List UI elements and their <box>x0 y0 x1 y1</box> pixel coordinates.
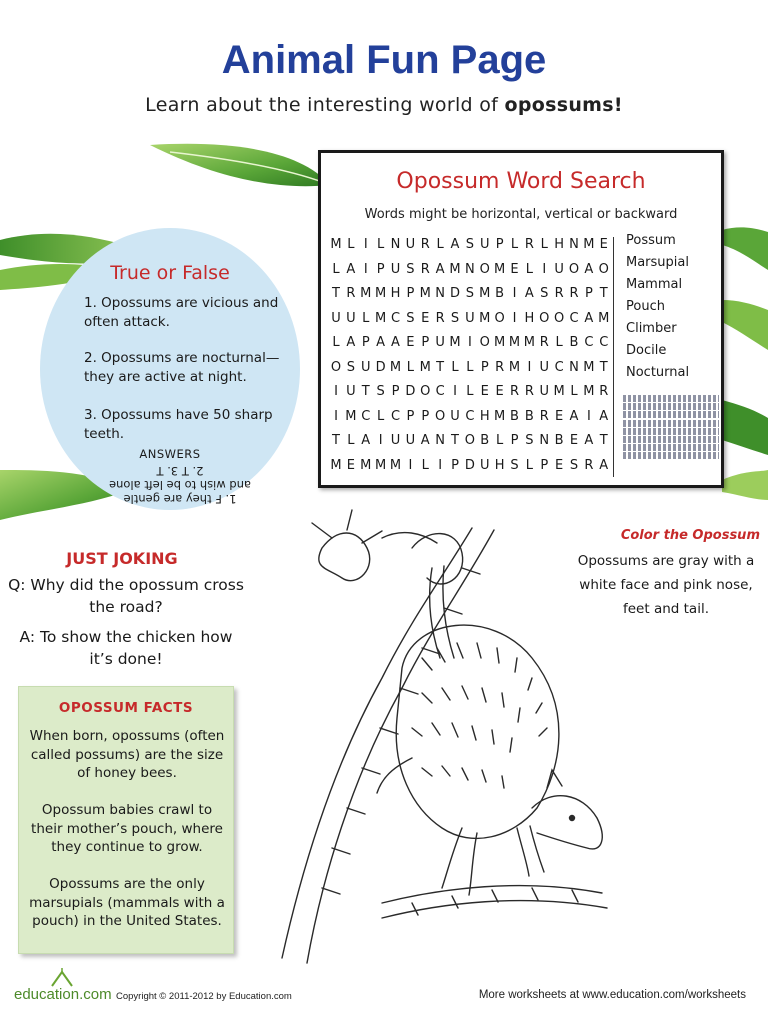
grid-letter[interactable]: L <box>525 457 533 473</box>
grid-letter[interactable]: U <box>390 261 401 277</box>
true-false-question-3: 3. Opossums have 50 sharp teeth. <box>84 407 273 442</box>
grid-letter[interactable]: O <box>568 261 580 277</box>
grid-letter[interactable]: B <box>554 433 564 448</box>
grid-letter[interactable]: M <box>375 310 387 326</box>
grid-letter[interactable]: S <box>406 261 415 277</box>
grid-letter[interactable]: L <box>362 310 370 326</box>
grid-letter[interactable]: P <box>421 408 430 424</box>
grid-letter[interactable]: M <box>419 359 431 375</box>
word-list-item: Mammal <box>626 277 683 292</box>
grid-letter[interactable]: I <box>438 457 443 473</box>
grid-letter[interactable]: O <box>420 384 431 399</box>
grid-letter[interactable]: E <box>480 384 489 399</box>
grid-letter[interactable]: I <box>453 384 457 399</box>
word-list-item: Climber <box>626 321 677 336</box>
grid-letter[interactable]: D <box>375 359 386 375</box>
page-subtitle <box>0 94 768 116</box>
grid-letter[interactable]: C <box>554 359 564 375</box>
grid-letter[interactable]: R <box>346 286 356 301</box>
grid-letter[interactable]: M <box>479 286 491 301</box>
grid-letter[interactable]: N <box>465 261 475 277</box>
word-list-item: Docile <box>626 343 667 358</box>
grid-letter[interactable]: U <box>331 310 341 326</box>
grid-letter[interactable]: T <box>599 359 608 375</box>
grid-letter[interactable]: I <box>408 457 413 473</box>
grid-letter[interactable]: O <box>539 310 550 326</box>
education-logo[interactable] <box>14 986 112 1003</box>
grid-letter[interactable]: R <box>554 286 564 301</box>
grid-letter[interactable]: M <box>330 457 342 473</box>
true-false-title: True or False <box>110 262 230 284</box>
grid-letter[interactable]: M <box>345 408 357 424</box>
grid-letter[interactable]: A <box>584 261 594 277</box>
grid-letter[interactable]: P <box>421 335 430 350</box>
grid-letter[interactable]: A <box>599 457 609 473</box>
grid-letter[interactable]: R <box>495 359 505 375</box>
grid-letter[interactable]: L <box>525 261 533 277</box>
grid-letter[interactable]: L <box>451 359 459 375</box>
grid-letter[interactable]: A <box>376 335 386 350</box>
grid-letter[interactable]: M <box>494 335 506 350</box>
grid-letter[interactable]: C <box>390 408 401 424</box>
grid-letter[interactable]: E <box>555 408 564 424</box>
grid-letter[interactable]: U <box>450 408 460 424</box>
grid-letter[interactable]: S <box>376 384 385 399</box>
grid-letter[interactable]: L <box>466 384 474 399</box>
grid-letter[interactable]: L <box>540 237 548 252</box>
grid-letter[interactable]: R <box>509 384 520 399</box>
coloring-text: Opossums are gray with a white face and pink nose, feet and tail. <box>577 553 755 617</box>
grid-letter[interactable]: A <box>584 310 594 326</box>
grid-letter[interactable]: O <box>479 261 490 277</box>
grid-letter[interactable]: O <box>554 310 565 326</box>
grid-letter[interactable]: R <box>569 286 579 301</box>
grid-letter[interactable]: L <box>377 237 385 252</box>
grid-letter[interactable]: A <box>450 237 460 252</box>
grid-letter[interactable]: N <box>435 286 445 301</box>
grid-letter[interactable]: A <box>391 335 400 350</box>
grid-letter[interactable]: I <box>334 408 338 424</box>
grid-letter[interactable]: O <box>479 335 490 350</box>
grid-letter[interactable]: R <box>539 335 549 350</box>
grid-letter[interactable]: U <box>465 310 475 326</box>
logo-text: education <box>14 986 80 1003</box>
logo-com: com <box>83 986 112 1003</box>
grid-letter[interactable]: T <box>332 286 340 301</box>
grid-letter[interactable]: M <box>449 335 461 350</box>
joke-title: JUST JOKING <box>66 549 178 568</box>
grid-letter[interactable]: R <box>584 457 594 473</box>
answer-line: 1. F they are gentle <box>123 492 237 506</box>
word-list-item: Nocturnal <box>626 365 690 380</box>
grid-letter[interactable]: C <box>390 310 401 326</box>
grid-letter[interactable]: S <box>510 457 519 473</box>
grid-letter[interactable]: H <box>554 237 565 252</box>
grid-letter[interactable]: E <box>346 457 355 473</box>
word-search-title: Opossum Word Search <box>396 169 646 194</box>
grid-letter[interactable]: A <box>435 261 445 277</box>
grid-letter[interactable]: D <box>449 286 460 301</box>
grid-letter[interactable]: U <box>405 237 416 252</box>
grid-letter[interactable]: N <box>539 433 550 448</box>
grid-letter[interactable]: P <box>376 261 385 277</box>
grid-letter[interactable]: L <box>421 457 429 473</box>
grid-letter[interactable]: R <box>420 261 430 277</box>
word-search-row <box>329 433 611 458</box>
grid-letter[interactable]: M <box>330 237 342 252</box>
grid-letter[interactable]: M <box>583 384 595 399</box>
word-list-item: Marsupial <box>626 255 689 270</box>
grid-letter[interactable]: I <box>378 433 383 448</box>
grid-letter[interactable]: C <box>599 335 609 350</box>
answer-line: and wish to be left alone <box>109 478 251 492</box>
grid-letter[interactable]: R <box>539 408 549 424</box>
facts-title: OPOSSUM FACTS <box>58 700 194 716</box>
word-list <box>626 233 689 387</box>
grid-letter[interactable]: U <box>346 384 356 399</box>
grid-letter[interactable]: L <box>347 433 355 448</box>
grid-letter[interactable]: U <box>479 237 490 252</box>
grid-letter[interactable]: I <box>467 335 472 350</box>
word-list-item: Pouch <box>626 299 665 314</box>
word-search-instructions: Words might be horizontal, vertical or backward <box>364 207 678 222</box>
grid-letter[interactable]: D <box>405 384 416 399</box>
grid-letter[interactable]: R <box>435 310 445 326</box>
word-search-row <box>329 458 611 483</box>
grid-letter[interactable]: O <box>464 433 475 448</box>
grid-letter[interactable]: M <box>449 261 461 277</box>
grid-letter[interactable]: H <box>494 457 505 473</box>
grid-letter[interactable]: L <box>332 261 340 277</box>
grid-letter[interactable]: P <box>451 457 459 473</box>
grid-letter[interactable]: T <box>361 384 370 399</box>
grid-letter[interactable]: L <box>377 408 385 424</box>
opossum-facts-panel <box>18 686 234 954</box>
grid-letter[interactable]: L <box>436 237 444 252</box>
grid-letter[interactable]: N <box>390 237 401 252</box>
grid-letter[interactable]: M <box>389 359 402 375</box>
grid-letter[interactable]: T <box>451 433 459 448</box>
grid-letter[interactable]: A <box>584 433 594 448</box>
grid-letter[interactable]: E <box>569 433 579 448</box>
fact-2: Opossum babies crawl to their mother’s pouch, where they continue to grow. <box>31 802 223 855</box>
grid-letter[interactable]: S <box>465 286 474 301</box>
education-logo-icon <box>50 968 74 988</box>
grid-letter[interactable]: M <box>419 286 431 301</box>
grid-letter[interactable]: A <box>346 261 356 277</box>
grid-letter[interactable]: T <box>599 286 608 301</box>
grid-letter[interactable]: E <box>406 335 415 350</box>
grid-letter[interactable]: I <box>334 384 338 399</box>
joke-answer: A: To show the chicken how it’s done! <box>19 628 233 668</box>
word-search-row <box>329 237 611 262</box>
grid-letter[interactable]: U <box>539 359 549 375</box>
grid-letter[interactable]: L <box>555 335 563 350</box>
grid-letter[interactable]: U <box>554 261 564 277</box>
word-search-row <box>329 262 611 287</box>
word-search-row <box>329 335 611 360</box>
grid-letter[interactable]: T <box>436 359 445 375</box>
grid-letter[interactable]: M <box>479 310 491 326</box>
grid-letter[interactable]: M <box>389 457 402 473</box>
grid-letter[interactable]: M <box>523 335 535 350</box>
grid-letter[interactable]: B <box>524 408 534 424</box>
true-false-bubble <box>40 228 300 510</box>
grid-letter[interactable]: C <box>569 310 579 326</box>
grid-letter[interactable]: M <box>360 286 372 301</box>
subtitle-bold: opossums! <box>504 94 623 116</box>
grid-letter[interactable]: L <box>347 237 355 252</box>
grid-letter[interactable]: L <box>496 433 504 448</box>
grid-letter[interactable]: O <box>435 408 446 424</box>
grid-letter[interactable]: M <box>494 261 506 277</box>
grid-letter[interactable]: I <box>363 261 368 277</box>
grid-letter[interactable]: A <box>346 335 356 350</box>
grid-letter[interactable]: B <box>510 408 519 424</box>
true-false-question-1: 1. Opossums are vicious and often attack. <box>84 295 279 330</box>
word-search-grid[interactable] <box>329 237 611 482</box>
grid-letter[interactable]: M <box>375 286 387 301</box>
grid-letter[interactable]: C <box>584 335 594 350</box>
grid-letter[interactable]: E <box>495 384 504 399</box>
grid-letter[interactable]: P <box>584 286 593 301</box>
grid-letter[interactable]: I <box>512 286 517 301</box>
subtitle-text: Learn about the interesting world of <box>145 94 505 116</box>
grid-letter[interactable]: I <box>586 408 591 424</box>
grid-letter[interactable]: U <box>360 359 371 375</box>
more-worksheets-link[interactable]: More worksheets at www.education.com/worksheets <box>478 989 746 1001</box>
grid-letter[interactable]: M <box>598 310 610 326</box>
fact-3: Opossums are the only marsupials (mammals with a pouch) in the United States. <box>29 876 225 929</box>
grid-letter[interactable]: A <box>524 286 534 301</box>
grid-letter[interactable]: C <box>361 408 371 424</box>
grid-letter[interactable]: P <box>510 433 519 448</box>
grid-letter[interactable]: H <box>390 286 401 301</box>
grid-letter[interactable]: I <box>527 359 532 375</box>
grid-letter[interactable]: N <box>569 237 579 252</box>
grid-letter[interactable]: S <box>569 457 579 473</box>
word-search-row <box>329 409 611 434</box>
grid-letter[interactable]: N <box>435 433 445 448</box>
answer-line: 2. T 3. T <box>156 464 204 478</box>
grid-letter[interactable]: L <box>332 335 340 350</box>
joke-question: Q: Why did the opossum cross the road? <box>8 576 244 616</box>
grid-letter[interactable]: E <box>421 310 430 326</box>
grid-letter[interactable]: N <box>569 359 579 375</box>
answers-label: ANSWERS <box>139 447 201 461</box>
grid-letter[interactable]: S <box>525 433 534 448</box>
grid-letter[interactable]: B <box>480 433 490 448</box>
opossum-illustration[interactable] <box>262 508 622 968</box>
grid-letter[interactable]: S <box>346 359 355 375</box>
grid-letter[interactable]: M <box>553 384 565 399</box>
grid-letter[interactable]: S <box>406 310 415 326</box>
grid-letter[interactable]: R <box>524 384 534 399</box>
grid-letter[interactable]: M <box>508 335 521 350</box>
grid-letter[interactable]: O <box>598 261 609 277</box>
grid-letter[interactable]: H <box>524 310 535 326</box>
grid-letter[interactable]: O <box>494 310 505 326</box>
grid-letter[interactable]: L <box>570 384 578 399</box>
grid-letter[interactable]: U <box>346 310 356 326</box>
grid-letter[interactable]: I <box>512 310 517 326</box>
grid-letter[interactable]: M <box>583 237 595 252</box>
grid-letter[interactable]: S <box>540 286 549 301</box>
grid-letter[interactable]: T <box>599 433 608 448</box>
grid-letter[interactable]: D <box>464 457 475 473</box>
grid-letter[interactable]: L <box>406 359 414 375</box>
grid-letter[interactable]: A <box>599 408 609 424</box>
grid-letter[interactable]: A <box>420 433 430 448</box>
grid-letter[interactable]: M <box>360 457 372 473</box>
grid-letter[interactable]: U <box>435 335 445 350</box>
word-search-row <box>329 360 611 385</box>
grid-letter[interactable]: S <box>450 310 460 326</box>
grid-letter[interactable]: R <box>420 237 430 252</box>
word-search-row <box>329 286 611 311</box>
grid-letter[interactable]: P <box>480 359 489 375</box>
grid-letter[interactable]: R <box>599 384 609 399</box>
grid-letter[interactable]: T <box>332 433 340 448</box>
divider <box>613 237 614 477</box>
grid-letter[interactable]: B <box>495 286 505 301</box>
grid-letter[interactable]: P <box>406 408 415 424</box>
grid-letter[interactable]: M <box>494 408 506 424</box>
grid-letter[interactable]: H <box>479 408 490 424</box>
grid-letter[interactable]: I <box>363 237 368 252</box>
word-list-item: Possum <box>626 233 676 248</box>
grid-letter[interactable]: E <box>510 261 519 277</box>
grid-letter[interactable]: P <box>540 457 549 473</box>
copyright-text: Copyright © 2011-2012 by Education.com <box>116 991 292 1002</box>
true-false-question-2: 2. Opossums are nocturnal— they are active at night. <box>84 350 280 385</box>
grid-letter[interactable]: M <box>508 359 521 375</box>
grid-letter[interactable]: B <box>569 335 579 350</box>
grid-letter[interactable]: L <box>466 359 474 375</box>
grid-letter[interactable]: P <box>495 237 504 252</box>
grid-letter[interactable]: S <box>465 237 474 252</box>
upside-down-answers <box>100 464 260 506</box>
grid-letter[interactable]: I <box>542 261 547 277</box>
grid-letter[interactable]: P <box>391 384 400 399</box>
word-search-row <box>329 384 611 409</box>
grid-letter[interactable]: M <box>583 359 595 375</box>
grid-letter[interactable]: R <box>524 237 534 252</box>
grid-letter[interactable]: P <box>361 335 370 350</box>
grid-letter[interactable]: A <box>569 408 579 424</box>
upside-down-answer-key-graphic <box>623 395 719 471</box>
word-search-row <box>329 311 611 336</box>
grid-letter[interactable]: O <box>330 359 342 375</box>
grid-letter[interactable]: L <box>510 237 519 252</box>
word-search-panel <box>318 150 724 488</box>
grid-letter[interactable]: U <box>479 457 490 473</box>
grid-letter[interactable]: C <box>435 384 445 399</box>
grid-letter[interactable]: C <box>465 408 475 424</box>
grid-letter[interactable]: A <box>361 433 371 448</box>
logo-dot: . <box>79 986 84 1003</box>
grid-letter[interactable]: U <box>405 433 416 448</box>
grid-letter[interactable]: E <box>599 237 608 252</box>
coloring-title: Color the Opossum <box>620 528 760 543</box>
grid-letter[interactable]: U <box>390 433 401 448</box>
fact-1: When born, opossums (often called possums) are the size of honey bees. <box>29 728 225 781</box>
grid-letter[interactable]: M <box>375 457 387 473</box>
grid-letter[interactable]: P <box>406 286 415 301</box>
grid-letter[interactable]: U <box>539 384 549 399</box>
grid-letter[interactable]: E <box>555 457 564 473</box>
page-title: Animal Fun Page <box>221 38 547 82</box>
